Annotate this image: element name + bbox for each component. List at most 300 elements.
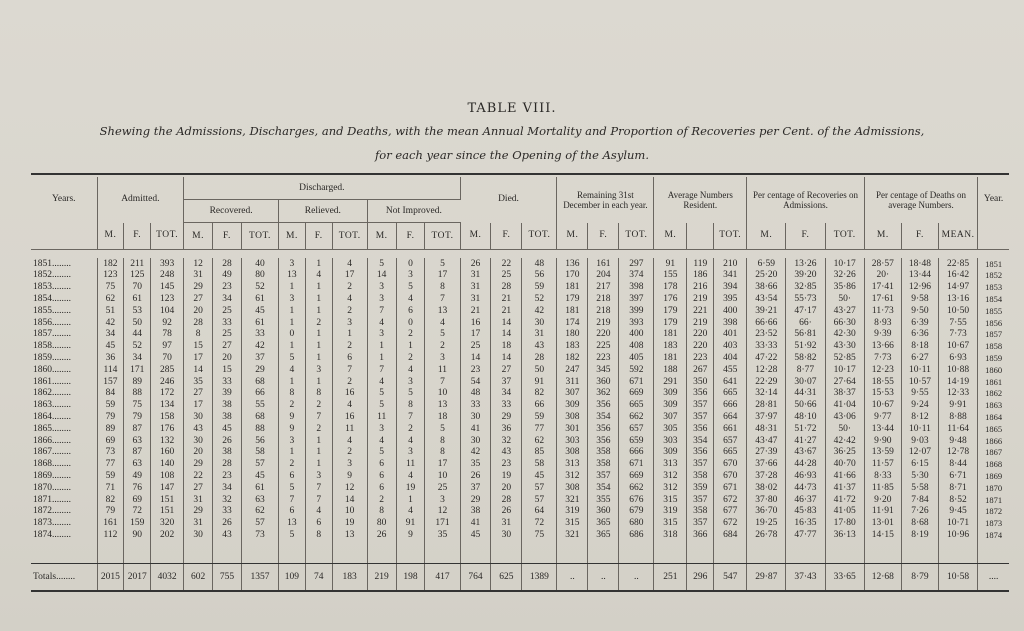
row-year-right: 1870 xyxy=(985,482,1003,493)
table-cell: 354 xyxy=(687,435,714,447)
table-cell: 4 xyxy=(425,317,460,329)
table-cell: 8·12 xyxy=(901,411,938,423)
table-cell: 32·85 xyxy=(786,282,825,294)
table-cell: 26 xyxy=(367,529,396,541)
table-cell: 6·36 xyxy=(901,329,938,341)
table-cell: 176 xyxy=(654,293,687,305)
table-cell: 34 xyxy=(491,388,522,400)
table-cell: 8 xyxy=(367,506,396,518)
table-row xyxy=(31,482,1009,494)
table-cell: 211 xyxy=(124,258,151,270)
subheader-m: M. xyxy=(279,223,306,250)
table-cell: 70 xyxy=(151,352,184,364)
table-cell: 28 xyxy=(522,352,557,364)
table-cell: 6·71 xyxy=(939,470,978,482)
table-row xyxy=(31,388,1009,400)
table-cell: 44·31 xyxy=(786,388,825,400)
table-cell: 88 xyxy=(241,423,278,435)
table-cell: 319 xyxy=(557,506,588,518)
table-cell: 52 xyxy=(124,341,151,353)
table-cell: 19·25 xyxy=(747,518,786,530)
table-cell: 70 xyxy=(124,282,151,294)
table-cell: 641 xyxy=(714,376,747,388)
table-cell: 10 xyxy=(425,388,460,400)
table-cell: 68 xyxy=(241,411,278,423)
table-cell: 62 xyxy=(522,435,557,447)
table-cell: 28 xyxy=(491,494,522,506)
table-cell: 14·19 xyxy=(939,376,978,388)
table-cell: 45 xyxy=(241,305,278,317)
table-cell: 1 xyxy=(305,435,332,447)
row-year: 1858........ xyxy=(31,341,97,353)
table-cell: 39 xyxy=(213,388,242,400)
table-cell: 89 xyxy=(124,376,151,388)
table-cell: 218 xyxy=(588,293,619,305)
table-cell: 7·73 xyxy=(864,352,901,364)
subheader-m: M. xyxy=(557,223,588,250)
table-cell: 7·84 xyxy=(901,494,938,506)
table-cell: 56 xyxy=(522,270,557,282)
totals-cell: 198 xyxy=(396,564,425,592)
table-cell: 119 xyxy=(687,258,714,270)
row-year: 1857........ xyxy=(31,329,97,341)
table-cell: 7·55 xyxy=(939,317,978,329)
table-cell: 17·80 xyxy=(825,518,864,530)
table-cell: 22·85 xyxy=(939,258,978,270)
table-body xyxy=(31,258,1009,541)
table-cell: 4 xyxy=(279,364,306,376)
table-cell: 9·03 xyxy=(901,435,938,447)
table-cell: 247 xyxy=(557,364,588,376)
table-cell: 61 xyxy=(241,317,278,329)
table-cell: 79 xyxy=(97,411,124,423)
row-year-right: 1855 xyxy=(985,305,1003,316)
table-cell: 9·39 xyxy=(864,329,901,341)
table-cell: 48·31 xyxy=(747,423,786,435)
table-cell: 14 xyxy=(460,352,491,364)
table-cell: 43 xyxy=(491,447,522,459)
table-cell: 14·97 xyxy=(939,282,978,294)
table-cell: 37 xyxy=(491,376,522,388)
table-cell: 309 xyxy=(654,388,687,400)
table-cell: 8 xyxy=(279,388,306,400)
table-cell: 4 xyxy=(305,270,332,282)
table-cell: 49 xyxy=(124,470,151,482)
table-cell: 35 xyxy=(460,459,491,471)
table-cell: 26 xyxy=(491,506,522,518)
table-cell: 34 xyxy=(97,329,124,341)
table-cell: 23 xyxy=(213,470,242,482)
table-cell: 670 xyxy=(714,470,747,482)
table-cell: 672 xyxy=(714,494,747,506)
table-cell: 76 xyxy=(124,482,151,494)
table-cell: 171 xyxy=(124,364,151,376)
table-cell: 25 xyxy=(491,270,522,282)
table-cell: 400 xyxy=(714,305,747,317)
totals-cell: 10·58 xyxy=(939,564,978,592)
table-title: TABLE VIII. xyxy=(467,101,557,116)
row-year-right: 1862 xyxy=(985,388,1003,399)
table-cell: 1 xyxy=(332,329,367,341)
table-cell: 40·70 xyxy=(825,459,864,471)
subheader-f: F. xyxy=(396,223,425,250)
table-cell: 20 xyxy=(184,305,213,317)
table-cell: 401 xyxy=(714,329,747,341)
table-cell: 1 xyxy=(279,341,306,353)
table-cell: 5 xyxy=(367,400,396,412)
subheader-m: M. xyxy=(97,223,124,250)
totals-cell: 37·43 xyxy=(786,564,825,592)
table-cell: 78 xyxy=(151,329,184,341)
table-cell: 4 xyxy=(396,435,425,447)
header-relieved: Relieved. xyxy=(279,200,368,223)
table-cell: 7 xyxy=(305,482,332,494)
table-cell: 47·77 xyxy=(786,529,825,541)
table-cell: 21 xyxy=(460,305,491,317)
table-cell: 6·59 xyxy=(747,258,786,270)
table-cell: 90 xyxy=(124,529,151,541)
row-year: 1855........ xyxy=(31,305,97,317)
table-cell: 666 xyxy=(619,447,654,459)
table-cell: 672 xyxy=(714,518,747,530)
row-year: 1866........ xyxy=(31,435,97,447)
table-cell: 9·58 xyxy=(901,293,938,305)
row-year: 1865........ xyxy=(31,423,97,435)
table-cell: 179 xyxy=(654,317,687,329)
table-cell: 26·78 xyxy=(747,529,786,541)
table-cell: 246 xyxy=(151,376,184,388)
table-cell: 210 xyxy=(714,258,747,270)
table-cell: 160 xyxy=(151,447,184,459)
table-cell: 161 xyxy=(588,258,619,270)
table-cell: 14 xyxy=(491,352,522,364)
table-cell: 315 xyxy=(654,494,687,506)
table-cell: 79 xyxy=(124,411,151,423)
subheader-tot: TOT. xyxy=(825,223,864,250)
row-year: 1873........ xyxy=(31,518,97,530)
table-cell: 11·64 xyxy=(939,423,978,435)
table-cell: 42·30 xyxy=(825,329,864,341)
table-cell: 4 xyxy=(332,435,367,447)
table-cell: 13 xyxy=(279,270,306,282)
table-cell: 670 xyxy=(714,459,747,471)
table-row xyxy=(31,341,1009,353)
table-cell: 403 xyxy=(714,341,747,353)
table-cell: 684 xyxy=(714,529,747,541)
table-cell: 25 xyxy=(213,305,242,317)
table-cell: 9 xyxy=(279,423,306,435)
table-cell: 671 xyxy=(619,376,654,388)
table-cell: 23 xyxy=(491,459,522,471)
table-cell: 4 xyxy=(332,400,367,412)
table-cell: 5 xyxy=(425,258,460,270)
table-cell: 10·17 xyxy=(825,364,864,376)
table-cell: 16 xyxy=(332,388,367,400)
table-cell: 39·21 xyxy=(747,305,786,317)
totals-cell: 251 xyxy=(654,564,687,592)
table-cell: 297 xyxy=(619,258,654,270)
row-year-right: 1859 xyxy=(985,352,1003,363)
table-cell: 108 xyxy=(151,470,184,482)
table-cell: 34 xyxy=(124,352,151,364)
table-cell: 66· xyxy=(786,317,825,329)
statistics-table xyxy=(31,173,1009,592)
table-cell: 57 xyxy=(241,518,278,530)
table-cell: 59 xyxy=(522,282,557,294)
table-cell: 313 xyxy=(557,459,588,471)
table-row xyxy=(31,352,1009,364)
table-cell: 73 xyxy=(97,447,124,459)
table-cell: 405 xyxy=(619,352,654,364)
table-cell: 309 xyxy=(654,400,687,412)
table-cell: 123 xyxy=(97,270,124,282)
totals-cell: 417 xyxy=(425,564,460,592)
table-cell: 92 xyxy=(151,317,184,329)
table-cell: 22 xyxy=(491,258,522,270)
row-year-right: 1858 xyxy=(985,341,1003,352)
table-cell: 38·02 xyxy=(747,482,786,494)
table-cell: 0 xyxy=(279,329,306,341)
totals-cell: 29·87 xyxy=(747,564,786,592)
table-cell: 365 xyxy=(588,529,619,541)
table-cell: 350 xyxy=(687,376,714,388)
table-cell: 2 xyxy=(305,423,332,435)
table-cell: 319 xyxy=(654,506,687,518)
table-cell: 57 xyxy=(522,494,557,506)
table-cell: 38 xyxy=(460,506,491,518)
table-cell: 38 xyxy=(213,447,242,459)
table-cell: 17 xyxy=(425,459,460,471)
table-cell: 9·90 xyxy=(864,435,901,447)
table-cell: 69 xyxy=(124,494,151,506)
table-cell: 308 xyxy=(557,447,588,459)
table-cell: 2 xyxy=(279,400,306,412)
table-cell: 23 xyxy=(213,282,242,294)
table-cell: 57 xyxy=(522,482,557,494)
row-year: 1867........ xyxy=(31,447,97,459)
table-cell: 42 xyxy=(460,447,491,459)
table-cell: 23·52 xyxy=(747,329,786,341)
table-cell: 6·39 xyxy=(901,317,938,329)
row-year: 1871........ xyxy=(31,494,97,506)
table-cell: 686 xyxy=(619,529,654,541)
table-cell: 321 xyxy=(557,494,588,506)
subheader-f-blank xyxy=(687,223,714,250)
table-cell: 9·45 xyxy=(939,506,978,518)
table-cell: 36·25 xyxy=(825,447,864,459)
table-cell: 61 xyxy=(124,293,151,305)
table-cell: 10·57 xyxy=(901,376,938,388)
table-cell: 43·67 xyxy=(786,447,825,459)
table-cell: 9·55 xyxy=(901,388,938,400)
table-cell: 6 xyxy=(279,470,306,482)
table-cell: 2 xyxy=(332,341,367,353)
table-cell: 374 xyxy=(619,270,654,282)
table-cell: 3 xyxy=(279,293,306,305)
table-cell: 2 xyxy=(425,341,460,353)
table-cell: 8·44 xyxy=(939,459,978,471)
table-cell: 28 xyxy=(491,282,522,294)
table-cell: 13·66 xyxy=(864,341,901,353)
table-cell: 8·71 xyxy=(939,482,978,494)
table-cell: 356 xyxy=(588,435,619,447)
table-cell: 55·73 xyxy=(786,293,825,305)
table-cell: 10 xyxy=(425,470,460,482)
table-cell: 43·27 xyxy=(825,305,864,317)
table-cell: 1 xyxy=(279,305,306,317)
table-cell: 3 xyxy=(279,435,306,447)
table-cell: 15 xyxy=(213,364,242,376)
table-cell: 50 xyxy=(124,317,151,329)
table-cell: 248 xyxy=(151,270,184,282)
table-cell: 28·81 xyxy=(747,400,786,412)
header-years: Years. xyxy=(31,177,97,223)
table-cell: 10·67 xyxy=(939,341,978,353)
table-cell: 36 xyxy=(491,423,522,435)
subheader-f: F. xyxy=(588,223,619,250)
table-cell: 13·44 xyxy=(901,270,938,282)
table-cell: 84 xyxy=(97,388,124,400)
table-cell: 21 xyxy=(491,293,522,305)
table-cell: 313 xyxy=(654,459,687,471)
table-cell: 9·50 xyxy=(901,305,938,317)
table-cell: 219 xyxy=(687,317,714,329)
table-cell: 12·07 xyxy=(901,447,938,459)
row-year: 1872........ xyxy=(31,506,97,518)
table-cell: 303 xyxy=(654,435,687,447)
table-cell: 7·73 xyxy=(939,329,978,341)
table-cell: 16 xyxy=(460,317,491,329)
table-row xyxy=(31,494,1009,506)
table-cell: 48 xyxy=(460,388,491,400)
table-cell: 9 xyxy=(279,411,306,423)
table-cell: 29 xyxy=(241,364,278,376)
table-cell: 356 xyxy=(588,423,619,435)
table-cell: 37·97 xyxy=(747,411,786,423)
table-cell: 79 xyxy=(97,506,124,518)
table-cell: 6·93 xyxy=(939,352,978,364)
table-cell: 2 xyxy=(332,305,367,317)
table-cell: 355 xyxy=(588,494,619,506)
row-year-right: 1867 xyxy=(985,447,1003,458)
table-cell: 2 xyxy=(396,423,425,435)
row-year: 1861........ xyxy=(31,376,97,388)
table-cell: 395 xyxy=(714,293,747,305)
table-cell: 157 xyxy=(97,376,124,388)
table-cell: 2 xyxy=(332,282,367,294)
table-cell: 657 xyxy=(619,423,654,435)
table-cell: 1 xyxy=(305,258,332,270)
table-cell: 1 xyxy=(305,305,332,317)
header-year: Year. xyxy=(983,194,1004,205)
table-cell: 11 xyxy=(425,364,460,376)
table-cell: 13·16 xyxy=(939,293,978,305)
table-cell: 8·93 xyxy=(864,317,901,329)
table-cell: 665 xyxy=(714,447,747,459)
table-cell: 301 xyxy=(557,423,588,435)
table-cell: 41·72 xyxy=(825,494,864,506)
subheader-tot: TOT. xyxy=(425,223,460,250)
table-cell: 58 xyxy=(241,447,278,459)
table-cell: 182 xyxy=(557,352,588,364)
table-cell: 14 xyxy=(184,364,213,376)
table-cell: 2 xyxy=(367,494,396,506)
table-cell: 13·26 xyxy=(786,258,825,270)
table-cell: 59 xyxy=(97,400,124,412)
table-cell: 312 xyxy=(654,482,687,494)
table-cell: 10·17 xyxy=(825,258,864,270)
table-row xyxy=(31,423,1009,435)
table-cell: 58·82 xyxy=(786,352,825,364)
table-cell: 66 xyxy=(522,400,557,412)
table-cell: 8 xyxy=(425,282,460,294)
table-cell: 12 xyxy=(184,258,213,270)
table-cell: 8·19 xyxy=(901,529,938,541)
table-cell: 66 xyxy=(241,388,278,400)
table-cell: 676 xyxy=(619,494,654,506)
table-cell: 145 xyxy=(151,282,184,294)
table-cell: 4 xyxy=(396,364,425,376)
table-cell: 8 xyxy=(425,447,460,459)
table-cell: 7 xyxy=(425,376,460,388)
table-cell: 30 xyxy=(522,317,557,329)
table-cell: 220 xyxy=(687,329,714,341)
table-cell: 63 xyxy=(241,494,278,506)
table-cell: 57 xyxy=(241,459,278,471)
table-cell: 1 xyxy=(396,341,425,353)
table-cell: 31 xyxy=(184,518,213,530)
table-cell: 59 xyxy=(97,470,124,482)
table-cell: 48·10 xyxy=(786,411,825,423)
table-cell: 305 xyxy=(654,423,687,435)
subheader-tot: TOT. xyxy=(522,223,557,250)
table-cell: 181 xyxy=(654,329,687,341)
row-year-right: 1860 xyxy=(985,364,1003,375)
totals-cell: 183 xyxy=(332,564,367,592)
table-cell: 4 xyxy=(305,506,332,518)
table-cell: 3 xyxy=(425,494,460,506)
row-year-right: 1873 xyxy=(985,518,1003,529)
table-cell: 42 xyxy=(241,341,278,353)
table-cell: 43·47 xyxy=(747,435,786,447)
table-row xyxy=(31,376,1009,388)
totals-cell: 2015 xyxy=(97,564,124,592)
table-cell: 677 xyxy=(714,506,747,518)
table-cell: 15·53 xyxy=(864,388,901,400)
table-cell: 112 xyxy=(97,529,124,541)
totals-cell: 1389 xyxy=(522,564,557,592)
table-cell: 28 xyxy=(213,258,242,270)
table-row xyxy=(31,270,1009,282)
totals-cell: 219 xyxy=(367,564,396,592)
table-cell: 37·80 xyxy=(747,494,786,506)
table-cell: 183 xyxy=(557,341,588,353)
header-deaths-pct: Per centage of Deaths on average Numbers. xyxy=(864,177,977,223)
table-cell: 20 xyxy=(491,482,522,494)
subheader-m: M. xyxy=(367,223,396,250)
table-cell: 61 xyxy=(241,482,278,494)
table-cell: 12·78 xyxy=(939,447,978,459)
table-cell: 35 xyxy=(184,376,213,388)
table-cell: 3 xyxy=(425,352,460,364)
row-year: 1868........ xyxy=(31,459,97,471)
table-cell: 661 xyxy=(714,423,747,435)
subheader-f: F. xyxy=(786,223,825,250)
table-cell: 27 xyxy=(184,293,213,305)
table-cell: 7 xyxy=(367,364,396,376)
table-cell: 45 xyxy=(97,341,124,353)
row-year-right: 1866 xyxy=(985,435,1003,446)
